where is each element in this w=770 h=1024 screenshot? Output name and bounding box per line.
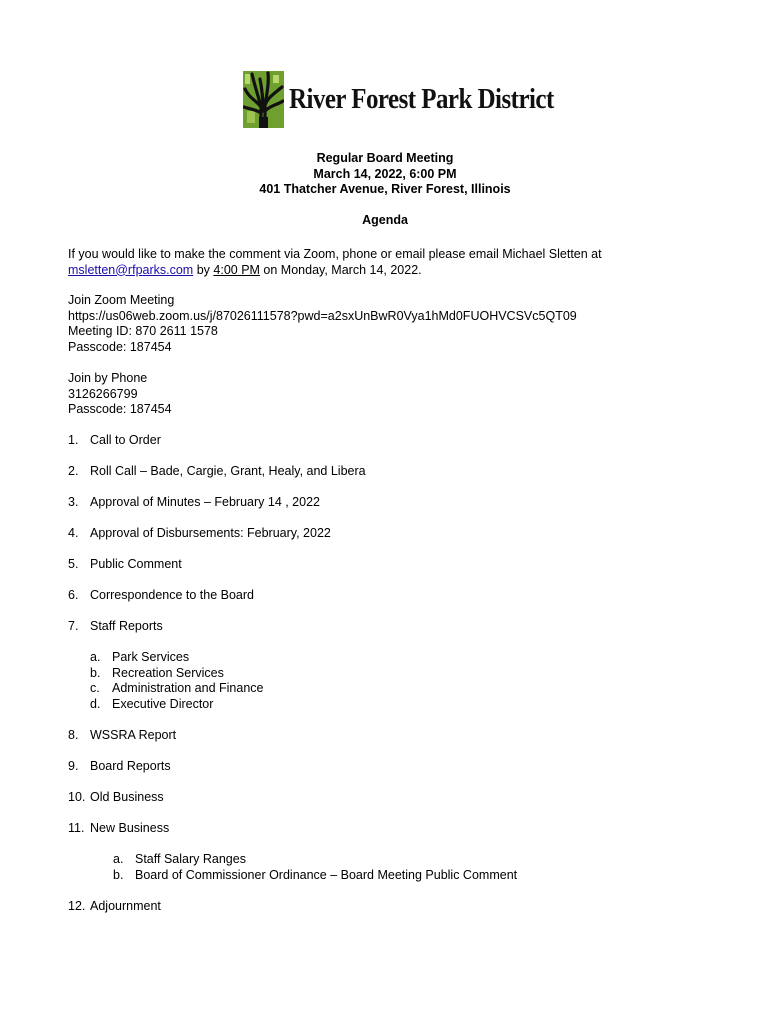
zoom-section [68,293,577,355]
meeting-header [0,151,770,198]
zoom-passcode: Passcode: 187454 [68,339,172,354]
list-item: a. Park Services [90,650,190,664]
agenda-item: 9. Board Reports [68,759,171,773]
agenda-item: 1. Call to Order [68,433,161,447]
agenda-item: 12. Adjournment [68,899,161,913]
phone-number: 3126266799 [68,386,138,401]
meeting-datetime: March 14, 2022, 6:00 PM [313,166,457,181]
intro-date: on Monday, March 14, 2022. [259,262,422,277]
list-item: a. Staff Salary Ranges [113,852,246,866]
list-item: b. Recreation Services [90,665,224,680]
meeting-address: 401 Thatcher Avenue, River Forest, Illinois [259,182,511,196]
agenda-item: 8. WSSRA Report [68,728,177,742]
logo [243,71,597,128]
agenda-item: 11. New Business [68,821,170,835]
list-item: d. Executive Director [90,696,214,711]
staff-reports-list [90,650,263,712]
intro-paragraph [68,247,602,278]
phone-section [68,371,172,418]
intro-line2 [68,263,602,279]
intro-by: by [193,262,214,277]
agenda-item: 2. Roll Call – Bade, Cargie, Grant, Healy, and Libera [68,464,366,478]
tree-logo-icon [243,71,284,128]
list-item: b. Board of Commissioner Ordinance – Board Meeting Public Comment [113,867,518,882]
agenda-item: 4. Approval of Disbursements: February, 2022 [68,526,331,540]
list-item: c. Administration and Finance [90,681,264,695]
zoom-url: https://us06web.zoom.us/j/87026111578?pwd=a2sxUnBwR0Vya1hMd0FUOHVCSVc5QT09 [68,308,577,323]
organization-name: River Forest Park District [289,83,554,115]
zoom-heading: Join Zoom Meeting [68,293,175,307]
agenda-item: 7. Staff Reports [68,619,163,633]
phone-passcode: Passcode: 187454 [68,402,172,416]
phone-heading: Join by Phone [68,371,148,385]
agenda-title: Agenda [362,213,408,227]
agenda-item: 10. Old Business [68,790,164,804]
email-link[interactable]: msletten@rfparks.com [68,262,194,277]
new-business-list [113,852,517,883]
agenda-item: 5. Public Comment [68,557,182,571]
zoom-meeting-id: Meeting ID: 870 2611 1578 [68,324,218,338]
deadline-time: 4:00 PM [213,262,260,277]
agenda-item: 3. Approval of Minutes – February 14 , 2022 [68,495,320,509]
intro-text: If you would like to make the comment via Zoom, phone or email please email Michael Sletten at [68,247,602,261]
agenda-item: 6. Correspondence to the Board [68,588,254,602]
meeting-title: Regular Board Meeting [316,151,454,165]
